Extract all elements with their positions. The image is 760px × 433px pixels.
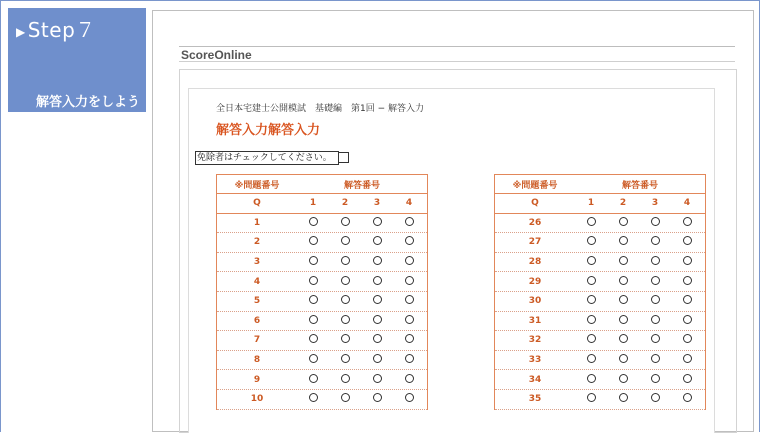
answer-radio[interactable]	[587, 217, 596, 226]
answer-cell	[671, 334, 703, 346]
answer-cell	[393, 393, 425, 405]
question-number: 8	[253, 355, 261, 366]
answer-cell	[297, 393, 329, 405]
answer-radio[interactable]	[373, 276, 382, 285]
question-number: 5	[253, 296, 261, 307]
question-number: 26	[528, 217, 542, 228]
answer-radio[interactable]	[683, 217, 692, 226]
answer-radio[interactable]	[587, 374, 596, 383]
table-row	[495, 390, 705, 410]
answer-radio[interactable]	[683, 295, 692, 304]
answer-cell	[297, 315, 329, 327]
answer-cell	[361, 315, 393, 327]
question-number: 29	[528, 276, 542, 287]
answer-radio[interactable]	[683, 354, 692, 363]
answer-cell	[671, 236, 703, 248]
choice-label: 3	[373, 198, 381, 209]
answer-radio[interactable]	[405, 393, 414, 402]
answer-cell	[639, 334, 671, 346]
choice-label: 1	[587, 198, 595, 209]
answer-radio[interactable]	[619, 276, 628, 285]
answer-cell	[575, 217, 607, 229]
question-number: 4	[253, 276, 261, 287]
answer-radio[interactable]	[619, 295, 628, 304]
table-row	[495, 331, 705, 351]
table-row	[217, 272, 427, 292]
answer-radio[interactable]	[373, 393, 382, 402]
answer-radio[interactable]	[587, 276, 596, 285]
answer-cell	[329, 276, 361, 288]
answer-cell	[575, 315, 607, 327]
choice-label: 2	[619, 198, 627, 209]
table-row	[495, 253, 705, 273]
answer-cell	[361, 256, 393, 268]
table-row	[217, 390, 427, 410]
answer-cell	[393, 354, 425, 366]
exam-container	[179, 69, 737, 433]
question-number: 9	[253, 374, 261, 385]
question-number: 35	[528, 394, 542, 405]
answer-cell	[607, 217, 639, 229]
q-label: Q	[253, 198, 261, 209]
table-row	[495, 233, 705, 253]
answer-cell	[607, 315, 639, 327]
table-row	[495, 292, 705, 312]
answer-radio[interactable]	[309, 374, 318, 383]
answer-radio[interactable]	[651, 354, 660, 363]
answer-radio[interactable]	[619, 256, 628, 265]
answer-radio[interactable]	[373, 295, 382, 304]
answer-cell	[361, 393, 393, 405]
answer-cell	[671, 276, 703, 288]
answer-radio[interactable]	[619, 236, 628, 245]
answer-radio[interactable]	[373, 374, 382, 383]
answer-radio[interactable]	[373, 217, 382, 226]
table-row	[495, 214, 705, 234]
table-row	[217, 351, 427, 371]
answer-radio[interactable]	[341, 374, 350, 383]
answer-radio[interactable]	[341, 256, 350, 265]
question-number: 34	[528, 374, 542, 385]
answer-cell	[393, 374, 425, 386]
question-number: 6	[253, 315, 261, 326]
answer-cell	[671, 315, 703, 327]
answer-cell	[607, 236, 639, 248]
answer-radio[interactable]	[309, 315, 318, 324]
answer-cell	[671, 256, 703, 268]
answer-radio[interactable]	[587, 354, 596, 363]
answer-radio[interactable]	[683, 236, 692, 245]
table-row	[217, 253, 427, 273]
question-number: 3	[253, 257, 261, 268]
answer-radio[interactable]	[405, 276, 414, 285]
answer-radio[interactable]	[309, 276, 318, 285]
answer-cell	[639, 354, 671, 366]
answer-cell	[361, 334, 393, 346]
answer-cell	[575, 374, 607, 386]
answer-radio[interactable]	[341, 354, 350, 363]
answer-cell	[393, 276, 425, 288]
header-question: ※問題番号	[234, 180, 280, 191]
table-row	[217, 370, 427, 390]
exempt-label: 免除者はチェックしてください。	[195, 151, 339, 165]
choice-label: 1	[309, 198, 317, 209]
question-number: 7	[253, 335, 261, 346]
answer-cell	[607, 256, 639, 268]
answer-radio[interactable]	[651, 295, 660, 304]
answer-radio[interactable]	[619, 393, 628, 402]
answer-cell	[639, 315, 671, 327]
answer-cell	[671, 354, 703, 366]
answer-radio[interactable]	[341, 276, 350, 285]
answer-radio[interactable]	[405, 315, 414, 324]
answer-radio[interactable]	[405, 256, 414, 265]
answer-cell	[297, 374, 329, 386]
answer-radio[interactable]	[683, 256, 692, 265]
q-label: Q	[531, 198, 539, 209]
answer-cell	[361, 217, 393, 229]
table-header	[217, 175, 427, 194]
question-number: 32	[528, 335, 542, 346]
question-number: 28	[528, 257, 542, 268]
exam-title: 全日本宅建士公開模試 基礎編 第1回 − 解答入力	[216, 104, 424, 114]
answer-radio[interactable]	[651, 236, 660, 245]
answer-radio[interactable]	[651, 393, 660, 402]
answer-cell	[393, 217, 425, 229]
answer-cell	[639, 295, 671, 307]
answer-radio[interactable]	[587, 236, 596, 245]
answer-cell	[361, 276, 393, 288]
answer-cell	[297, 236, 329, 248]
answer-radio[interactable]	[651, 374, 660, 383]
answer-cell	[329, 236, 361, 248]
table-row	[217, 233, 427, 253]
answer-radio[interactable]	[683, 374, 692, 383]
question-number: 1	[253, 217, 261, 228]
header-divider	[179, 61, 735, 62]
triangle-right-icon: ▶	[16, 24, 26, 39]
header-divider	[179, 46, 735, 47]
answer-cell	[361, 295, 393, 307]
answer-radio[interactable]	[405, 295, 414, 304]
answer-radio[interactable]	[373, 236, 382, 245]
step-title: Step７	[27, 18, 96, 42]
question-number: 31	[528, 315, 542, 326]
answer-radio[interactable]	[341, 295, 350, 304]
answer-cell	[639, 236, 671, 248]
table-row	[217, 331, 427, 351]
question-number: 30	[528, 296, 542, 307]
answer-radio[interactable]	[651, 256, 660, 265]
table-row	[217, 312, 427, 332]
question-number: 27	[528, 237, 542, 248]
answer-cell	[671, 295, 703, 307]
answer-radio[interactable]	[683, 334, 692, 343]
answer-radio[interactable]	[341, 315, 350, 324]
header-answer: 解答番号	[343, 180, 380, 191]
answer-cell	[329, 393, 361, 405]
choice-label: 4	[683, 198, 691, 209]
question-number: 2	[253, 237, 261, 248]
question-number: 10	[250, 394, 264, 405]
answer-radio[interactable]	[405, 374, 414, 383]
answer-cell	[297, 354, 329, 366]
answer-radio[interactable]	[341, 236, 350, 245]
answer-cell	[297, 295, 329, 307]
answer-radio[interactable]	[309, 256, 318, 265]
answer-cell	[671, 217, 703, 229]
answer-radio[interactable]	[619, 334, 628, 343]
answer-cell	[575, 334, 607, 346]
table-row	[495, 351, 705, 371]
answer-radio[interactable]	[309, 236, 318, 245]
answer-radio[interactable]	[619, 354, 628, 363]
choice-label: 4	[405, 198, 413, 209]
exam-sheet	[188, 88, 715, 433]
answer-cell	[607, 334, 639, 346]
exempt-checkbox[interactable]	[338, 152, 349, 163]
answer-cell	[329, 295, 361, 307]
answer-cell	[639, 374, 671, 386]
answer-cell	[671, 374, 703, 386]
answer-table-left	[216, 174, 428, 410]
table-row	[495, 312, 705, 332]
answer-cell	[297, 217, 329, 229]
answer-cell	[639, 393, 671, 405]
answer-cell	[361, 374, 393, 386]
choice-header-row	[217, 194, 427, 214]
step-subtitle: 解答入力をしよう	[35, 95, 140, 110]
answer-cell	[297, 276, 329, 288]
answer-radio[interactable]	[373, 334, 382, 343]
choice-header-row	[495, 194, 705, 214]
answer-cell	[329, 334, 361, 346]
choice-label: 2	[341, 198, 349, 209]
answer-cell	[575, 256, 607, 268]
table-row	[495, 370, 705, 390]
header-question: ※問題番号	[512, 180, 558, 191]
answer-cell	[329, 256, 361, 268]
answer-radio[interactable]	[683, 276, 692, 285]
answer-cell	[393, 334, 425, 346]
answer-radio[interactable]	[309, 334, 318, 343]
answer-radio[interactable]	[309, 393, 318, 402]
answer-radio[interactable]	[651, 315, 660, 324]
answer-radio[interactable]	[405, 334, 414, 343]
answer-radio[interactable]	[373, 354, 382, 363]
answer-radio[interactable]	[683, 315, 692, 324]
table-row	[495, 272, 705, 292]
answer-radio[interactable]	[405, 217, 414, 226]
section-title: 解答入力解答入力	[216, 123, 321, 138]
answer-cell	[607, 393, 639, 405]
answer-radio[interactable]	[341, 217, 350, 226]
answer-radio[interactable]	[587, 295, 596, 304]
answer-radio[interactable]	[309, 295, 318, 304]
answer-cell	[393, 315, 425, 327]
answer-radio[interactable]	[619, 374, 628, 383]
question-number: 33	[528, 355, 542, 366]
answer-radio[interactable]	[683, 393, 692, 402]
answer-cell	[607, 374, 639, 386]
answer-radio[interactable]	[341, 393, 350, 402]
table-row	[217, 214, 427, 234]
answer-radio[interactable]	[619, 315, 628, 324]
answer-cell	[361, 236, 393, 248]
answer-radio[interactable]	[587, 393, 596, 402]
answer-table-right	[494, 174, 706, 410]
answer-radio[interactable]	[619, 217, 628, 226]
answer-radio[interactable]	[309, 217, 318, 226]
app-title: ScoreOnline	[181, 48, 252, 62]
answer-cell	[329, 354, 361, 366]
answer-cell	[639, 217, 671, 229]
answer-cell	[297, 256, 329, 268]
answer-cell	[329, 374, 361, 386]
answer-cell	[393, 256, 425, 268]
answer-cell	[607, 295, 639, 307]
answer-radio[interactable]	[651, 276, 660, 285]
answer-cell	[361, 354, 393, 366]
answer-radio[interactable]	[309, 354, 318, 363]
answer-radio[interactable]	[373, 256, 382, 265]
choice-label: 3	[651, 198, 659, 209]
table-header	[495, 175, 705, 194]
answer-cell	[329, 315, 361, 327]
answer-cell	[575, 236, 607, 248]
answer-cell	[575, 276, 607, 288]
answer-cell	[607, 276, 639, 288]
answer-cell	[607, 354, 639, 366]
answer-radio[interactable]	[373, 315, 382, 324]
answer-cell	[297, 334, 329, 346]
header-answer: 解答番号	[621, 180, 658, 191]
answer-cell	[575, 393, 607, 405]
answer-cell	[639, 256, 671, 268]
answer-radio[interactable]	[587, 334, 596, 343]
step-panel	[8, 8, 146, 112]
answer-cell	[393, 236, 425, 248]
answer-radio[interactable]	[651, 334, 660, 343]
step-heading	[16, 14, 96, 43]
answer-cell	[329, 217, 361, 229]
answer-radio[interactable]	[405, 236, 414, 245]
answer-cell	[671, 393, 703, 405]
table-row	[217, 292, 427, 312]
answer-radio[interactable]	[405, 354, 414, 363]
answer-radio[interactable]	[587, 256, 596, 265]
answer-cell	[575, 354, 607, 366]
answer-radio[interactable]	[651, 217, 660, 226]
answer-cell	[393, 295, 425, 307]
answer-radio[interactable]	[587, 315, 596, 324]
screenshot-panel	[152, 10, 754, 432]
answer-cell	[575, 295, 607, 307]
answer-radio[interactable]	[341, 334, 350, 343]
answer-cell	[639, 276, 671, 288]
